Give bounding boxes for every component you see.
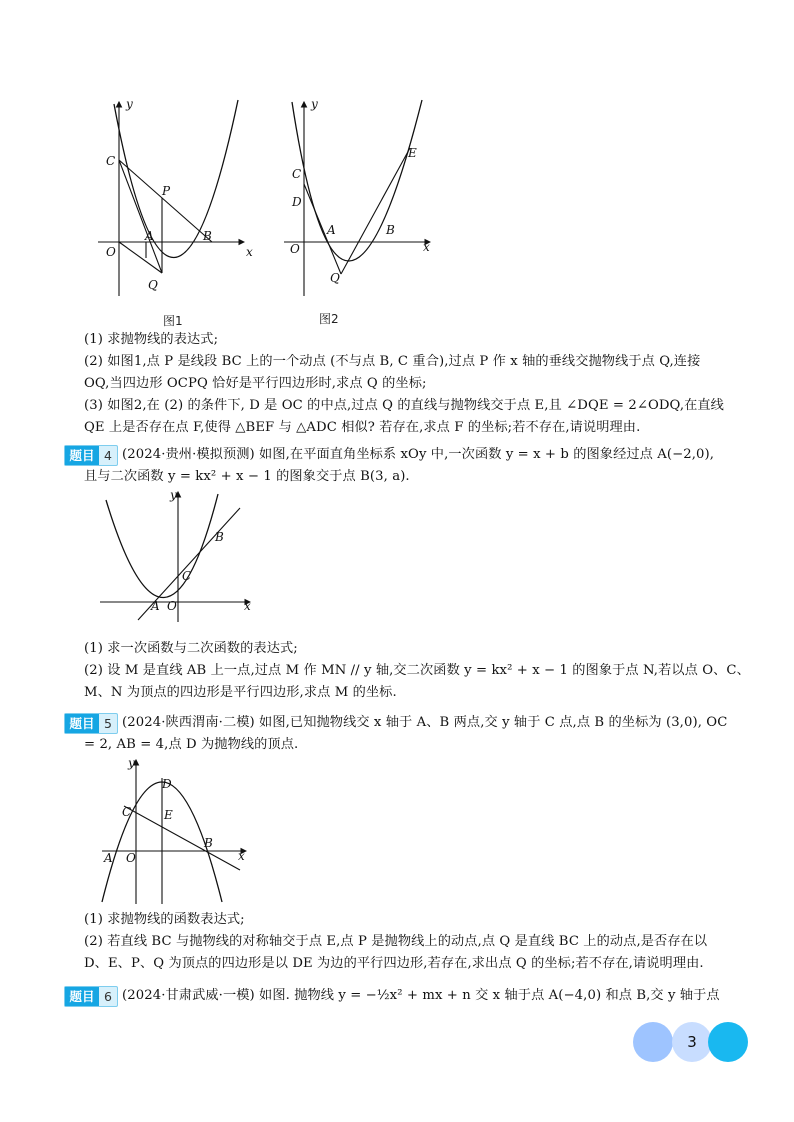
page-number: 3 [672,1022,712,1062]
figure-2 [278,96,438,306]
fig3-point-b: B [215,530,224,544]
fig2-point-a: A [327,223,336,237]
problem6-tag-label: 题目 [65,987,99,1006]
fig3-point-c: C [182,569,192,583]
fig2-x-label: x [423,240,430,254]
fig2-point-d: D [292,195,302,209]
fig2-point-b: B [386,223,395,237]
problem3-line-5: QE 上是否存在点 F,使得 △BEF 与 △ADC 相似? 若存在,求点 F 的坐标;若不存在,请说明理由. [84,420,641,435]
fig1-caption: 图1 [163,314,183,328]
problem5-stem-line-2: = 2, AB = 4,点 D 为抛物线的顶点. [84,737,299,752]
fig3-point-o: O [167,599,177,613]
problem5-question-2: (2) 若直线 BC 与抛物线的对称轴交于点 E,点 P 是抛物线上的动点,点 Q 是直线 BC 上的动点,是否存在以 [84,934,708,949]
problem5-tag-number: 5 [104,716,112,731]
figure-4 [96,756,256,906]
problem5-stem-line-1: (2024·陕西渭南·二模) 如图,已知抛物线交 x 轴于 A、B 两点,交 y 轴于 C 点,点 B 的坐标为 (3,0), OC [122,715,728,730]
problem4-stem-line-2: 且与二次函数 y = kx² + x − 1 的图象交于点 B(3, a). [84,469,410,484]
problem6-stem-line: (2024·甘肃武威·一模) 如图. 抛物线 y = −½x² + mx + n 交 x 轴于点 A(−4,0) 和点 B,交 y 轴于点 [122,988,720,1003]
fig4-x-label: x [238,849,245,863]
problem5-tag-label: 题目 [65,714,99,733]
problem4-tag-label: 题目 [65,446,99,465]
fig4-point-d: D [162,777,172,791]
problem4-question-2: (2) 设 M 是直线 AB 上一点,过点 M 作 MN // y 轴,交二次函数 y = kx² + x − 1 的图象于点 N,若以点 O、C、 [84,663,750,678]
fig4-point-c: C [122,805,132,819]
problem4-tag [64,445,118,466]
fig1-y-label: y [126,97,133,111]
fig1-point-p: P [162,184,171,198]
problem3-line-1: (1) 求抛物线的表达式; [84,332,219,347]
fig2-point-e: E [408,146,417,160]
fig1-point-a: A [145,229,154,243]
problem5-question-1: (1) 求抛物线的函数表达式; [84,912,245,927]
fig3-y-label: y [170,488,177,502]
fig4-point-a: A [104,851,113,865]
fig2-point-c: C [292,167,302,181]
problem4-stem-line-1: (2024·贵州·模拟预测) 如图,在平面直角坐标系 xOy 中,一次函数 y = x + b 的图象经过点 A(−2,0), [122,447,715,462]
fig4-point-e: E [164,808,173,822]
fig2-y-label: y [311,97,318,111]
problem4-question-3: M、N 为顶点的四边形是平行四边形,求点 M 的坐标. [84,685,397,700]
fig1-point-o: O [106,245,116,259]
fig2-caption: 图2 [319,312,339,326]
problem5-question-3: D、E、P、Q 为顶点的四边形是以 DE 为边的平行四边形,若存在,求出点 Q 的坐标;若不存在,请说明理由. [84,956,704,971]
problem3-line-4: (3) 如图2,在 (2) 的条件下, D 是 OC 的中点,过点 Q 的直线与抛物线交于点 E,且 ∠DQE = 2∠ODQ,在直线 [84,398,724,413]
fig1-point-q: Q [148,278,158,292]
fig1-x-label: x [246,245,253,259]
fig1-point-c: C [106,154,116,168]
figure-1 [92,96,262,306]
problem3-line-3: OQ,当四边形 OCPQ 恰好是平行四边形时,求点 Q 的坐标; [84,376,427,391]
problem5-tag [64,713,118,734]
fig3-x-label: x [244,599,251,613]
fig4-point-o: O [126,851,136,865]
fig3-point-a: A [151,599,160,613]
page-badge-right-circle [708,1022,748,1062]
problem6-tag-number: 6 [104,989,112,1004]
problem6-tag [64,986,118,1007]
fig4-y-label: y [128,756,135,770]
page-badge-left-circle [633,1022,673,1062]
problem3-line-2: (2) 如图1,点 P 是线段 BC 上的一个动点 (不与点 B, C 重合),过点 P 作 x 轴的垂线交抛物线于点 Q,连接 [84,354,701,369]
fig1-point-b: B [203,229,212,243]
figure-3 [94,488,264,628]
fig4-point-b: B [204,836,213,850]
fig2-point-o: O [290,242,300,256]
problem4-tag-number: 4 [104,448,112,463]
problem4-question-1: (1) 求一次函数与二次函数的表达式; [84,641,298,656]
fig2-point-q: Q [330,271,340,285]
